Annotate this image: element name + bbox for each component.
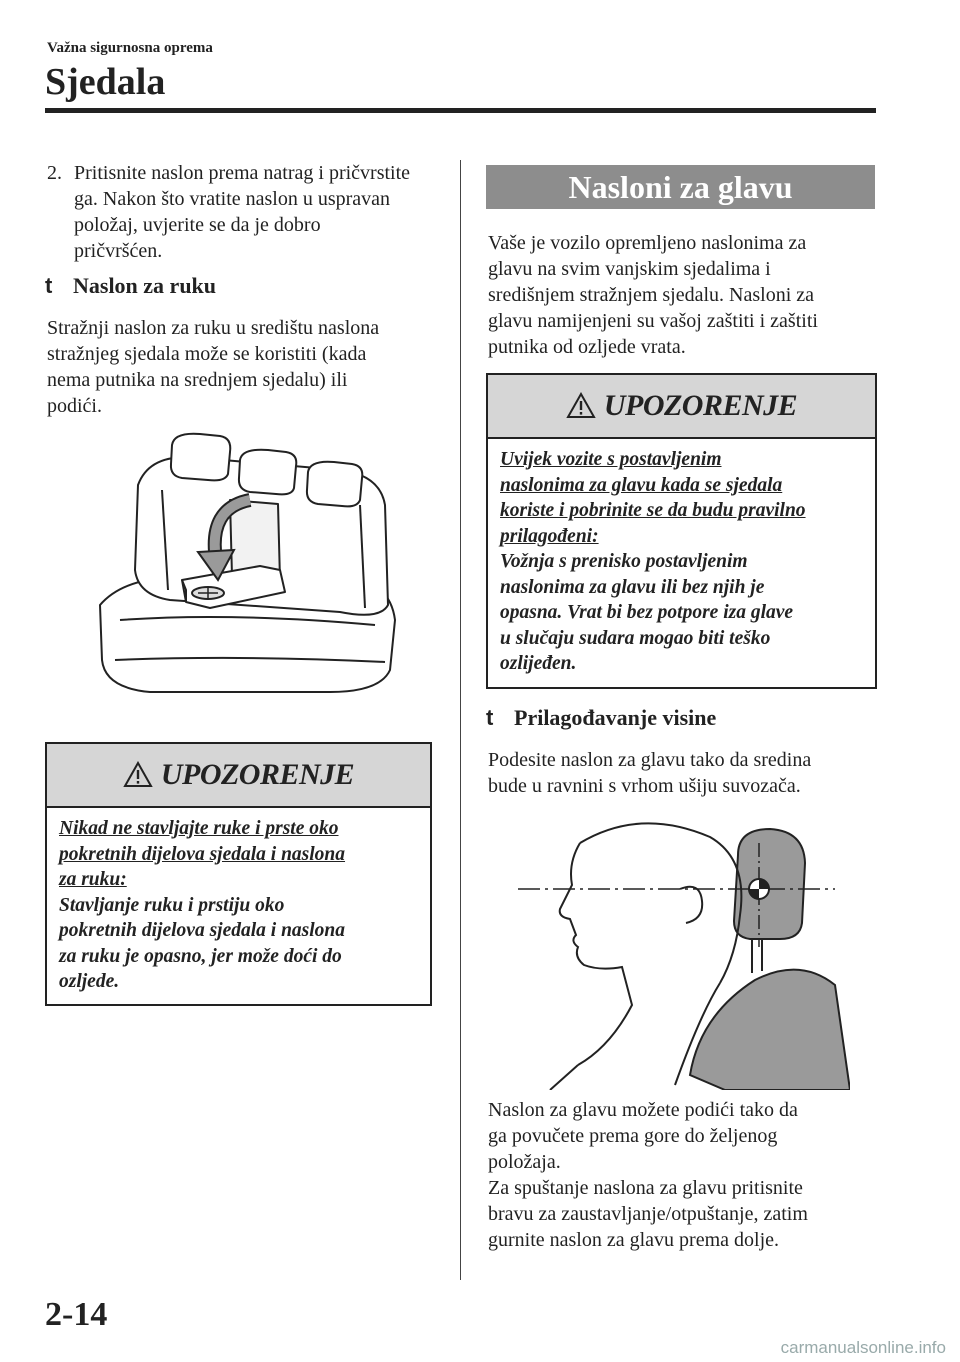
- step-number: 2.: [47, 162, 62, 184]
- height-heading-text: Prilagođavanje visine: [514, 705, 717, 730]
- warning-header: [47, 744, 430, 808]
- headrest-warning-box: [486, 373, 877, 689]
- page-number: 2-14: [45, 1296, 108, 1333]
- warning-line: naslonima za glavu ili bez njih je: [500, 576, 765, 598]
- warning-title: UPOZORENJE: [603, 389, 798, 422]
- raise-line: bravu za zaustavljanje/otpuštanje, zatim: [488, 1203, 808, 1225]
- warning-title: UPOZORENJE: [160, 758, 355, 791]
- armrest-line: podići.: [47, 395, 102, 417]
- raise-line: ga povučete prema gore do željenog: [488, 1125, 778, 1147]
- raise-lower-paragraph: [488, 1097, 878, 1253]
- warning-header: [488, 375, 875, 439]
- watermark-url: carmanualsonline.info: [780, 1338, 946, 1357]
- warning-line: opasna. Vrat bi bez potpore iza glave: [500, 602, 794, 623]
- raise-line: položaja.: [488, 1151, 561, 1173]
- intro-line: putnika od ozljede vrata.: [488, 336, 686, 358]
- armrest-heading-text: Naslon za ruku: [73, 273, 217, 298]
- warning-line: za ruku:: [59, 869, 127, 890]
- raise-line: Naslon za glavu možete podići tako da: [488, 1099, 798, 1121]
- column-divider: [460, 160, 461, 1280]
- intro-line: središnjem stražnjem sjedalu. Nasloni za: [488, 284, 815, 306]
- warning-line: za ruku je opasno, jer može doći do: [59, 945, 342, 967]
- intro-line: glavu namijenjeni su vašoj zaštiti i zaštiti: [488, 310, 818, 332]
- height-heading: [486, 704, 716, 732]
- warning-line: Nikad ne stavljajte ruke i prste oko: [59, 818, 339, 839]
- warning-body: [488, 439, 875, 687]
- warning-line: u slučaju sudara mogao biti teško: [500, 627, 771, 649]
- headrest-height-illustration: [500, 815, 850, 1090]
- warning-line: prilagođeni:: [500, 525, 599, 547]
- warning-line: ozlijeđen.: [500, 653, 577, 674]
- intro-line: Vaše je vozilo opremljeno naslonima za: [488, 232, 807, 254]
- rear-seat-armrest-illustration: [90, 430, 420, 700]
- intro-line: glavu na svim vanjskim sjedalima i: [488, 258, 771, 280]
- step-line: položaj, uvjerite se da je dobro: [74, 214, 321, 236]
- heading-bullet: t: [45, 273, 53, 298]
- armrest-line: stražnjeg sjedala može se koristiti (kada: [47, 343, 367, 365]
- height-line: Podesite naslon za glavu tako da sredina: [488, 749, 812, 771]
- warning-line: ozljede.: [59, 971, 120, 992]
- warning-body: [47, 808, 430, 1005]
- raise-line: gurnite naslon za glavu prema dolje.: [488, 1229, 780, 1251]
- height-paragraph: [488, 747, 878, 799]
- warning-line: pokretnih dijelova sjedala i naslona: [59, 843, 346, 865]
- page-title: Sjedala: [45, 61, 166, 103]
- warning-line: Vožnja s prenisko postavljenim: [500, 551, 748, 572]
- armrest-line: Stražnji naslon za ruku u središtu naslona: [47, 317, 380, 339]
- headrest-intro: [488, 230, 878, 360]
- step-line: Pritisnite naslon prema natrag i pričvrstite: [74, 162, 411, 184]
- armrest-paragraph: [47, 315, 447, 419]
- height-line: bude u ravnini s vrhom ušiju suvozača.: [488, 775, 801, 797]
- step-line: pričvršćen.: [74, 240, 163, 262]
- step-line: ga. Nakon što vratite naslon u uspravan: [74, 188, 391, 210]
- header-rule: [45, 108, 876, 113]
- heading-bullet: t: [486, 705, 494, 730]
- warning-line: Stavljanje ruku i prstiju oko: [59, 894, 285, 916]
- raise-line: Za spuštanje naslona za glavu pritisnite: [488, 1177, 803, 1199]
- warning-line: pokretnih dijelova sjedala i naslona: [59, 920, 346, 941]
- armrest-heading: [45, 272, 216, 300]
- armrest-warning-box: [45, 742, 432, 1006]
- warning-line: Uvijek vozite s postavljenim: [500, 449, 722, 470]
- step-text: [74, 160, 454, 264]
- warning-triangle-icon: [566, 392, 596, 419]
- warning-line: koriste i pobrinite se da budu pravilno: [500, 500, 806, 521]
- warning-triangle-icon: [123, 761, 153, 788]
- armrest-line: nema putnika na srednjem sjedalu) ili: [47, 369, 348, 391]
- warning-line: naslonima za glavu kada se sjedala: [500, 474, 783, 496]
- section-label: Važna sigurnosna oprema: [47, 40, 213, 56]
- section-banner: Nasloni za glavu: [486, 165, 875, 209]
